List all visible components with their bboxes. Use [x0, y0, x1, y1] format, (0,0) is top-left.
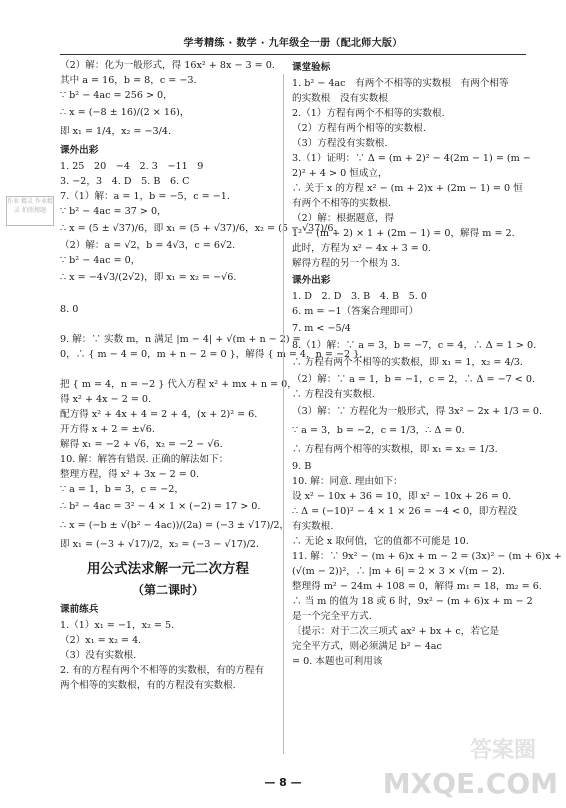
right-line: 2)² + 4 > 0 恒成立， [292, 168, 388, 179]
right-line: 9. B [292, 461, 312, 472]
right-line: 有实数根. [292, 521, 334, 532]
right-line: 课外出彩 [292, 275, 331, 286]
left-line [60, 362, 276, 377]
left-line: （3）没有实数根. [60, 650, 137, 661]
right-line: (√(m − 2))²，∴ |m + 6| = 2 × 3 × √(m − 2). [292, 566, 505, 577]
right-column [292, 58, 562, 669]
left-line: 0，∴ { m − 4 = 0，m + n − 2 = 0 }，解得 { m = 4，n = −2 }. [60, 349, 363, 360]
right-line: （2）解：∵ a = 1，b = −1，c = 2，∴ Δ = −7 < 0. [292, 374, 536, 385]
watermark-logo: MXQE.COM [382, 767, 558, 800]
right-line: 课堂验标 [292, 62, 331, 73]
right-line: 设 x² − 10x + 36 = 10，即 x² − 10x + 26 = 0. [292, 491, 512, 502]
right-line: 解得方程的另一个根为 3. [292, 258, 401, 269]
right-line: 1² − (m + 2) × 1 + (2m − 1) = 0，解得 m = 2. [292, 228, 515, 239]
right-line: = 0. 本题也可利用该 [292, 656, 383, 667]
left-line: （第二课时） [131, 583, 204, 597]
left-line: 3. −2，3 4. D 5. B 6. C [60, 176, 190, 187]
right-line: 此时，方程为 x² − 4x + 3 = 0. [292, 243, 432, 254]
left-line [60, 317, 276, 332]
left-line: 其中 a = 16，b = 8，c = −3. [60, 75, 197, 86]
right-line: 〔提示：对于二次三项式 ax² + bx + c，若它是 [292, 626, 500, 637]
left-line: 课外出彩 [60, 145, 99, 156]
right-line: 10. 解：同意. 理由如下： [292, 476, 403, 487]
left-line: ∴ b² − 4ac = 3² − 4 × 1 × (−2) = 17 > 0. [60, 501, 261, 512]
left-line: ∴ x = (5 ± √37)/6，即 x₁ = (5 + √37)/6，x₂ = (5 − √37)/6. [60, 223, 337, 234]
right-line: 11. 解：∵ 9x² − (m + 6)x + m − 2 = (3x)² − (m + 6)x + [292, 551, 562, 562]
left-line: ∴ x = −4√3/(2√2)，即 x₁ = x₂ = −√6. [60, 272, 237, 283]
left-line: 9. 解：∵ 实数 m，n 满足 |m − 4| + √(m + n − 2) = [60, 334, 301, 345]
page-number: — 8 — [264, 776, 302, 789]
page-header: 学考精练 · 数学 · 九年级全一册（配北师大版） [183, 38, 403, 49]
right-line: ∴ 方程有两个不相等的实数根，即 x₁ = 1，x₂ = 4/3. [292, 357, 523, 368]
left-line: 把 { m = 4，n = −2 } 代入方程 x² + mx + n = 0， [60, 379, 297, 390]
right-line: 1. b² − 4ac 有两个不相等的实数根 有两个相等 [292, 78, 509, 89]
right-line: ∴ 方程没有实数根. [292, 389, 375, 400]
right-line: 7. m < −5/4 [292, 323, 351, 334]
right-line: 2.（1）方程有两个不相等的实数根. [292, 108, 445, 119]
left-line: 8. 0 [60, 304, 79, 315]
right-line: ∴ 无论 x 取何值，它的值都不可能是 10. [292, 536, 469, 547]
left-line: 即 x₁ = 1/4，x₂ = −3/4. [60, 126, 171, 137]
left-line: 课前练兵 [60, 604, 99, 615]
right-line: 3.（1）证明：∵ Δ = (m + 2)² − 4(2m − 1) = (m − [292, 153, 531, 164]
right-line: 完全平方式，则必须满足 b² − 4ac [292, 641, 442, 652]
left-line [60, 287, 276, 302]
left-line: 10. 解：解答有错误. 正确的解法如下： [60, 454, 229, 465]
app-stamp: 作业 精灵 作业精灵 拍照搜题 [6, 196, 54, 226]
right-line: ∵ a = 3，b = −2，c = 1/3，∴ Δ = 0. [292, 425, 465, 436]
left-line: 即 x₁ = (−3 + √17)/2，x₂ = (−3 − √17)/2. [60, 539, 259, 550]
right-line: 有两个不相等的实数根. [292, 198, 391, 209]
left-line: ∵ b² − 4ac = 256 > 0， [60, 90, 173, 101]
left-line: ∴ x = (−8 ± 16)/(2 × 16)， [60, 107, 190, 118]
left-line: 开方得 x + 2 = ±√6. [60, 424, 155, 435]
right-line: ∴ Δ = (−10)² − 4 × 1 × 26 = −4 < 0，即方程没 [292, 506, 518, 517]
right-line: （3）方程没有实数根. [292, 138, 388, 149]
left-line: （2）解：化为一般形式，得 16x² + 8x − 3 = 0. [60, 60, 275, 71]
left-line: ∵ b² − 4ac = 0， [60, 255, 141, 266]
right-line: 整理得 m² − 24m + 108 = 0，解得 m₁ = 18，m₂ = 6. [292, 581, 542, 592]
left-line: （2）x₁ = x₂ = 4. [60, 635, 142, 646]
right-line: （3）解：∵ 方程化为一般形式，得 3x² − 2x + 1/3 = 0. [292, 406, 542, 417]
left-line: ∵ a = 1，b = 3，c = −2， [60, 484, 184, 495]
left-line: （2）解：a = √2，b = 4√3，c = 6√2. [60, 240, 236, 251]
header-rule [60, 54, 526, 55]
right-line: 的实数根 没有实数根 [292, 93, 388, 104]
left-line: 解得 x₁ = −2 + √6，x₂ = −2 − √6. [60, 439, 223, 450]
left-line: 7.（1）解：a = 1，b = −5，c = −1. [60, 191, 230, 202]
left-line: 用公式法求解一元二次方程 [87, 561, 249, 577]
left-line: 得 x² + 4x − 2 = 0. [60, 394, 152, 405]
right-line: （2）解：根据题意，得 [292, 213, 395, 224]
left-line: 2. 有的方程有两个不相等的实数根，有的方程有 [60, 665, 265, 676]
left-line: 1. 25 20 −4 2. 3 −11 9 [60, 161, 204, 172]
right-line: ∴ 方程有两个相等的实数根，即 x₁ = x₂ = 1/3. [292, 444, 498, 455]
right-line: 是一个完全平方式. [292, 611, 372, 622]
right-line: 1. D 2. D 3. B 4. B 5. 0 [292, 291, 427, 302]
watermark-sub: 答案圈 [469, 738, 536, 763]
left-line: 1.（1）x₁ = −1，x₂ = 5. [60, 620, 175, 631]
left-line: ∴ x = (−b ± √(b² − 4ac))/(2a) = (−3 ± √17)/2， [60, 520, 290, 531]
right-line: 6. m = −1（答案合理即可） [292, 306, 419, 317]
left-line: ∵ b² − 4ac = 37 > 0， [60, 206, 167, 217]
left-line: 整理方程，得 x² + 3x − 2 = 0. [60, 469, 200, 480]
right-line: （2）方程有两个相等的实数根. [292, 123, 426, 134]
column-divider [283, 74, 284, 754]
right-line: ∴ 当 m 的值为 18 或 6 时，9x² − (m + 6)x + m − 2 [292, 596, 533, 607]
left-line: 配方得 x² + 4x + 4 = 2 + 4，(x + 2)² = 6. [60, 409, 258, 420]
right-line: 8.（1）解：∵ a = 3，b = −7，c = 4，∴ Δ = 1 > 0. [292, 340, 537, 351]
right-line: ∴ 关于 x 的方程 x² − (m + 2)x + (2m − 1) = 0 恒 [292, 183, 523, 194]
left-line: 两个相等的实数根，有的方程没有实数根. [60, 680, 236, 691]
